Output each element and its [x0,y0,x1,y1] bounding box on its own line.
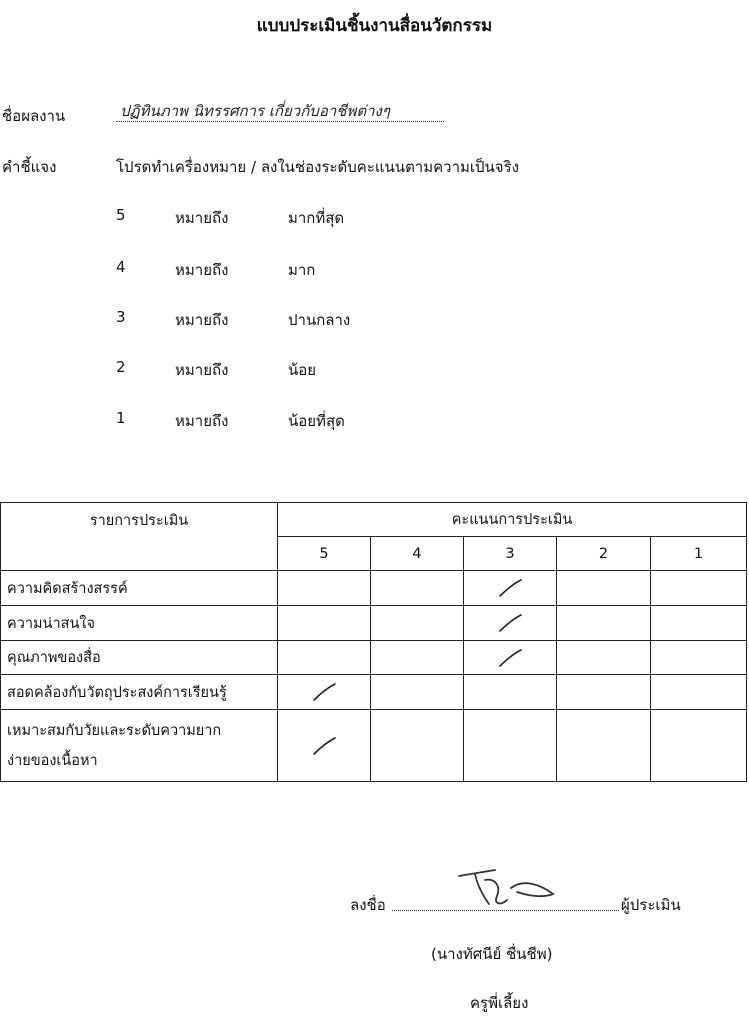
check-mark-icon [496,647,524,669]
scale-means: หมายถึง [175,311,229,329]
score-cell[interactable] [371,571,464,606]
criterion-label: ความน่าสนใจ [1,606,278,641]
evaluation-table [0,502,747,782]
score-cell[interactable] [557,675,651,710]
criterion-label: ความคิดสร้างสรรค์ [1,571,278,606]
score-cell[interactable] [464,606,557,641]
score-cell[interactable] [371,606,464,641]
score-cell[interactable] [371,675,464,710]
evaluator-position: ครูพี่เลี้ยง [470,994,529,1012]
scale-score: 3 [116,308,126,326]
work-name-label: ชื่อผลงาน [2,107,66,125]
score-cell[interactable] [557,571,651,606]
check-mark-icon [310,681,338,703]
check-mark-icon [496,577,524,599]
check-mark-icon [310,735,338,757]
scale-score: 4 [116,258,126,276]
criterion-label: สอดคล้องกับวัตถุประสงค์การเรียนรู้ [1,675,278,710]
score-cell[interactable] [651,710,747,782]
item-header: รายการประเมิน [1,503,278,571]
scale-desc: ปานกลาง [288,311,351,329]
score-cell[interactable] [278,710,371,782]
page-title: แบบประเมินชิ้นงานสื่อนวัตกรรม [256,16,493,36]
score-cell[interactable] [464,710,557,782]
evaluator-role: ผู้ประเมิน [621,896,681,914]
table-row [1,710,747,782]
scale-score: 5 [116,206,126,224]
scale-score: 2 [116,358,126,376]
table-row [1,606,747,641]
score-cell[interactable] [278,675,371,710]
scale-desc: มาก [288,261,316,279]
table-row [1,641,747,675]
score-column-header: 1 [651,537,747,571]
scale-means: หมายถึง [175,361,229,379]
score-column-header: 4 [371,537,464,571]
table-row [1,571,747,606]
evaluator-name: (นางทัศนีย์ ชื่นชีพ) [431,945,553,963]
score-column-header: 2 [557,537,651,571]
score-cell[interactable] [557,710,651,782]
score-cell[interactable] [278,641,371,675]
score-cell[interactable] [651,571,747,606]
score-header: คะแนนการประเมิน [278,503,747,537]
score-cell[interactable] [651,675,747,710]
score-column-header: 3 [464,537,557,571]
instruction-text: โปรดทำเครื่องหมาย / ลงในช่องระดับคะแนนตามความเป็นจริง [116,158,519,176]
score-cell[interactable] [464,641,557,675]
table-row [1,675,747,710]
check-mark-icon [496,612,524,634]
criterion-label: คุณภาพของสื่อ [1,641,278,675]
work-name-value: ปฏิทินภาพ นิทรรศการ เกี่ยวกับอาชีพต่างๆ [120,102,390,120]
score-cell[interactable] [557,606,651,641]
score-cell[interactable] [371,641,464,675]
score-cell[interactable] [651,641,747,675]
score-cell[interactable] [278,606,371,641]
criterion-label-line: เหมาะสมกับวัยและระดับความยาก [7,722,222,739]
signature-scribble [455,866,565,912]
criterion-label-line: ง่ายของเนื้อหา [7,752,98,769]
score-column-header: 5 [278,537,371,571]
scale-desc: น้อย [288,361,317,379]
scale-desc: น้อยที่สุด [288,412,345,430]
instruction-label: คำชี้แจง [2,158,57,176]
criterion-label [1,710,278,782]
scale-desc: มากที่สุด [288,209,345,227]
score-cell[interactable] [371,710,464,782]
scale-means: หมายถึง [175,209,229,227]
sign-label: ลงชื่อ [350,896,386,914]
scale-score: 1 [116,409,126,427]
score-cell[interactable] [557,641,651,675]
scale-means: หมายถึง [175,412,229,430]
score-cell[interactable] [651,606,747,641]
scale-means: หมายถึง [175,261,229,279]
score-cell[interactable] [464,675,557,710]
score-cell[interactable] [278,571,371,606]
score-cell[interactable] [464,571,557,606]
